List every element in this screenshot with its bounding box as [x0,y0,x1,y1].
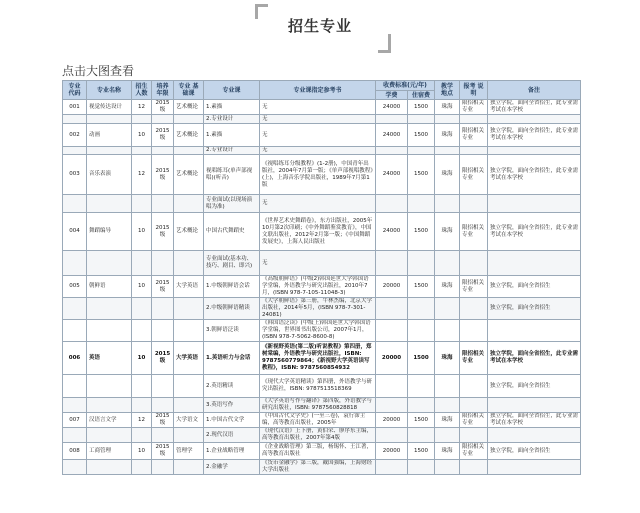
cell-grade [152,115,174,124]
cell-note: 独立学院，面向全省招生 [488,375,581,398]
cell-code [63,460,87,475]
cell-tuition [376,375,408,398]
cell-tuition: 24000 [376,124,408,147]
cell-book: 《韩国语泛读》(中级上)韩国延世大学韩国语学堂编，世界图书出版公司，2007年1月，(ISBN 978-7-5062-8600-8) [260,320,376,342]
cell-tuition: 24000 [376,100,408,115]
cell-grade [152,460,174,475]
cell-book: 《现代汉语》上下册，黄伯荣、廖序东主编，高等教育出版社，2007年第4版 [260,428,376,443]
cell-book: 无 [260,195,376,213]
cell-code [63,195,87,213]
cell-base [174,195,204,213]
header-tuition: 学费 [376,91,408,100]
cell-plan: 12 [132,413,152,428]
cell-stay [408,460,435,475]
cell-stay: 1500 [408,213,435,251]
cell-campus [435,398,460,413]
table-row [63,428,581,443]
table-row [63,147,581,155]
cell-stay: 1500 [408,342,435,375]
cell-base [174,147,204,155]
cell-plan: 10 [132,124,152,147]
cell-apply: 限招相关专业 [460,342,488,375]
cell-note [488,320,581,342]
cell-tuition [376,251,408,276]
cell-base [174,115,204,124]
cell-code [63,428,87,443]
cell-book: 无 [260,115,376,124]
cell-apply [460,115,488,124]
cell-code: 004 [63,213,87,251]
cell-base: 艺术概论 [174,155,204,195]
cell-stay [408,375,435,398]
cell-plan [132,298,152,320]
cell-campus: 珠海 [435,342,460,375]
cell-stay: 1500 [408,276,435,298]
cell-name [87,298,132,320]
cell-apply: 限招相关专业 [460,413,488,428]
cell-book: 无 [260,251,376,276]
cell-name: 动画 [87,124,132,147]
cell-stay: 1500 [408,413,435,428]
cell-tuition [376,428,408,443]
header-stay: 住宿费 [408,91,435,100]
cell-name: 汉语言文学 [87,413,132,428]
cell-apply [460,298,488,320]
cell-stay [408,298,435,320]
cell-grade: 2015级 [152,100,174,115]
cell-campus [435,320,460,342]
cell-grade [152,195,174,213]
cell-name [87,428,132,443]
cell-campus [435,115,460,124]
cell-plan: 10 [132,213,152,251]
header-course: 专业课 [204,81,260,100]
cell-book: 《大学英语写作与翻译》第四版，外语教学与研究出版社，ISBN: 9787560828818 [260,398,376,413]
cell-grade: 2015级 [152,124,174,147]
cell-base [174,375,204,398]
cell-tuition [376,320,408,342]
cell-course: 1.中国古代文学 [204,413,260,428]
cell-code: 007 [63,413,87,428]
cell-note [488,251,581,276]
cell-note [488,428,581,443]
cell-course: 1.素描 [204,100,260,115]
cell-apply: 限招相关专业 [460,155,488,195]
cell-base [174,251,204,276]
cell-base [174,460,204,475]
enrollment-table [62,80,581,475]
table-row [63,298,581,320]
cell-note: 独立学院，面向全省招生，此专业需考试在本学校 [488,413,581,428]
table-row [63,276,581,298]
cell-note [488,460,581,475]
cell-campus [435,375,460,398]
cell-name [87,320,132,342]
cell-tuition: 24000 [376,155,408,195]
cell-apply [460,320,488,342]
table-row [63,375,581,398]
table-row [63,398,581,413]
cell-code: 002 [63,124,87,147]
cell-name [87,398,132,413]
cell-plan [132,375,152,398]
cell-plan [132,251,152,276]
cell-tuition [376,115,408,124]
cell-course: 1.中级朝鲜语会话 [204,276,260,298]
cell-note: 独立学院，面向全省招生，此专业需考试在本学校 [488,342,581,375]
cell-apply [460,375,488,398]
cell-code: 001 [63,100,87,115]
cell-note: 独立学院，面向全省招生，此专业需考试在本学校 [488,124,581,147]
cell-campus: 珠海 [435,100,460,115]
cell-note [488,147,581,155]
cell-apply: 限招相关专业 [460,443,488,460]
cell-base: 大学英语 [174,342,204,375]
cell-code [63,251,87,276]
cell-base [174,320,204,342]
cell-note [488,195,581,213]
cell-book: 《中国古代文学史》(一至三卷)，袁行霈主编，高等教育出版社，2005年 [260,413,376,428]
cell-book: 《企业战略管理》第三版，杨锡怀、王江著，高等教育出版社 [260,443,376,460]
cell-name [87,147,132,155]
cell-grade [152,428,174,443]
cell-code: 008 [63,443,87,460]
cell-course: 1.企业战略管理 [204,443,260,460]
cell-plan [132,398,152,413]
cell-campus: 珠海 [435,213,460,251]
cell-grade: 2015级 [152,155,174,195]
cell-course: 1.素描 [204,124,260,147]
cell-grade [152,320,174,342]
cell-base: 管理学 [174,443,204,460]
cell-name [87,195,132,213]
cell-course: 1.英语听力与会话 [204,342,260,375]
cell-note: 独立学院，面向全省招生 [488,298,581,320]
header-code: 专业 代码 [63,81,87,100]
cell-course: 2.中级朝鲜语精读 [204,298,260,320]
cell-apply [460,398,488,413]
cell-plan [132,195,152,213]
cell-tuition [376,460,408,475]
title-block [0,0,640,62]
cell-note: 独立学院，面向全省招生，此专业需考试在本学校 [488,100,581,115]
table-row [63,115,581,124]
cell-grade: 2015级 [152,342,174,375]
cell-stay [408,320,435,342]
cell-stay: 1500 [408,443,435,460]
cell-grade: 2015级 [152,213,174,251]
cell-tuition [376,147,408,155]
table-row [63,155,581,195]
cell-base [174,298,204,320]
cell-apply: 限招相关专业 [460,100,488,115]
cell-book: 无 [260,100,376,115]
cell-note: 独立学院，面向全省招生，此专业需考试在本学校 [488,155,581,195]
cell-course: 专业面试(基本功、技巧、剧目、即兴) [204,251,260,276]
cell-campus: 珠海 [435,276,460,298]
cell-book: 《世界艺术史舞蹈卷》，东方出版社，2005年10月第2次印刷；《中外舞蹈鉴赏教育》，中国文联出版社，2012年2月第一版；《中国舞蹈发展史》，上海人民出版社 [260,213,376,251]
cell-plan [132,147,152,155]
cell-code [63,398,87,413]
cell-note [488,398,581,413]
cell-campus [435,428,460,443]
cell-plan: 12 [132,155,152,195]
cell-apply: 限招相关专业 [460,124,488,147]
cell-grade [152,375,174,398]
cell-name: 舞蹈编导 [87,213,132,251]
cell-base: 艺术概论 [174,124,204,147]
cell-name [87,460,132,475]
cell-apply [460,428,488,443]
header-base: 专业 基础课 [174,81,204,100]
cell-apply [460,195,488,213]
cell-name [87,375,132,398]
cell-stay: 1500 [408,124,435,147]
cell-stay [408,115,435,124]
header-book: 专业课指定参考书 [260,81,376,100]
bracket-bottom-right-decoration [378,34,391,53]
cell-book: 《新视野英语(第二版)听说教程》第四册，郑树棠编，外语教学与研究出版社，ISBN: 9787560779864；《新视野大学英语读写教程》，ISBN: 9787560854932 [260,342,376,375]
cell-stay [408,251,435,276]
cell-campus: 珠海 [435,155,460,195]
cell-stay [408,147,435,155]
table-row [63,195,581,213]
view-large-image-hint: 点击大图查看 [62,64,135,78]
header-fee: 收费标准(元/年) [376,81,435,91]
cell-book: 《大学朝鲜语》第三册，牛林杰编，北京大学出版社，2014年5月，(ISBN 978-7-301-24081) [260,298,376,320]
table-row [63,342,581,375]
cell-campus: 珠海 [435,443,460,460]
cell-apply [460,460,488,475]
header-plan: 招生 人数 [132,81,152,100]
cell-base [174,428,204,443]
header-name: 专业名称 [87,81,132,100]
cell-base: 大学英语 [174,276,204,298]
cell-plan [132,428,152,443]
cell-course: 2.专业设计 [204,147,260,155]
cell-code [63,320,87,342]
cell-grade [152,398,174,413]
cell-stay: 1500 [408,155,435,195]
cell-code: 006 [63,342,87,375]
cell-tuition: 20000 [376,276,408,298]
cell-name: 视觉传达设计 [87,100,132,115]
cell-campus: 珠海 [435,413,460,428]
table-row [63,100,581,115]
table-row [63,460,581,475]
cell-note: 独立学院，面向全省招生，此专业需考试在本学校 [488,213,581,251]
cell-tuition: 24000 [376,213,408,251]
table-body [63,100,581,475]
cell-course: 2.专业设计 [204,115,260,124]
table-row [63,320,581,342]
header-note: 备注 [488,81,581,100]
cell-course: 2.英语精读 [204,375,260,398]
cell-grade [152,251,174,276]
cell-stay [408,398,435,413]
cell-course: 2.现代汉语 [204,428,260,443]
cell-note [488,115,581,124]
cell-code [63,298,87,320]
cell-grade: 2015级 [152,276,174,298]
cell-name [87,115,132,124]
cell-campus [435,298,460,320]
cell-book: 《现代大学英语精读》第四册，外语教学与研究出版社，ISBN: 9787513518369 [260,375,376,398]
cell-stay [408,195,435,213]
cell-tuition [376,298,408,320]
cell-plan: 10 [132,342,152,375]
cell-book: 《视唱练耳分级教程》(1-2册)，中国青年出版社，2004年7月第一版；《单声部视唱教程》(上)，上海音乐学院出版社，1989年7月第1版 [260,155,376,195]
cell-name: 朝鲜语 [87,276,132,298]
cell-tuition [376,195,408,213]
cell-book: 《货币金融学》第三版，戴国强编，上海财经大学出版社 [260,460,376,475]
header-apply: 报考 说明 [460,81,488,100]
table-row [63,443,581,460]
cell-plan: 10 [132,443,152,460]
cell-base [174,398,204,413]
cell-note: 独立学院，面向全省招生 [488,443,581,460]
cell-name: 英语 [87,342,132,375]
cell-book: 无 [260,124,376,147]
table-row [63,213,581,251]
header-campus: 教学 地点 [435,81,460,100]
cell-code: 003 [63,155,87,195]
cell-campus [435,147,460,155]
cell-tuition [376,398,408,413]
cell-course: 视唱练耳(单声部视唱)(听音) [204,155,260,195]
cell-plan: 10 [132,276,152,298]
cell-apply [460,251,488,276]
cell-stay [408,428,435,443]
cell-code [63,147,87,155]
header-grade: 培养 年限 [152,81,174,100]
cell-course: 2.金融学 [204,460,260,475]
cell-tuition: 20000 [376,413,408,428]
cell-code [63,375,87,398]
cell-plan: 12 [132,100,152,115]
table-row [63,413,581,428]
cell-grade [152,147,174,155]
cell-tuition: 20000 [376,443,408,460]
cell-name [87,251,132,276]
cell-plan [132,320,152,342]
cell-apply [460,147,488,155]
cell-course: 3.朝鲜语泛读 [204,320,260,342]
cell-code [63,115,87,124]
cell-plan [132,460,152,475]
cell-book: 《高级朝鲜语》(中级2)韩国延世大学韩国语学堂编，外语教学与研究出版社，2010年7月，(ISBN 978-7-105-11048-3) [260,276,376,298]
cell-campus [435,460,460,475]
cell-base: 大学语文 [174,413,204,428]
cell-plan [132,115,152,124]
cell-course: 3.英语写作 [204,398,260,413]
cell-course: 中国古代舞蹈史 [204,213,260,251]
cell-name: 工商管理 [87,443,132,460]
cell-note: 独立学院，面向全省招生 [488,276,581,298]
cell-base: 艺术概论 [174,213,204,251]
table-row [63,251,581,276]
cell-name: 音乐表演 [87,155,132,195]
cell-apply: 限招相关专业 [460,213,488,251]
cell-stay: 1500 [408,100,435,115]
cell-book: 无 [260,147,376,155]
cell-grade: 2015级 [152,443,174,460]
table-row [63,124,581,147]
cell-apply: 限招相关专业 [460,276,488,298]
cell-tuition: 20000 [376,342,408,375]
page-title: 招生专业 [287,17,352,35]
cell-campus: 珠海 [435,124,460,147]
enrollment-table-image[interactable] [62,80,580,475]
cell-campus [435,195,460,213]
cell-grade [152,298,174,320]
cell-code: 005 [63,276,87,298]
cell-base: 艺术概论 [174,100,204,115]
cell-campus [435,251,460,276]
cell-course: 专业面试(以现场演唱为准) [204,195,260,213]
cell-grade: 2015级 [152,413,174,428]
